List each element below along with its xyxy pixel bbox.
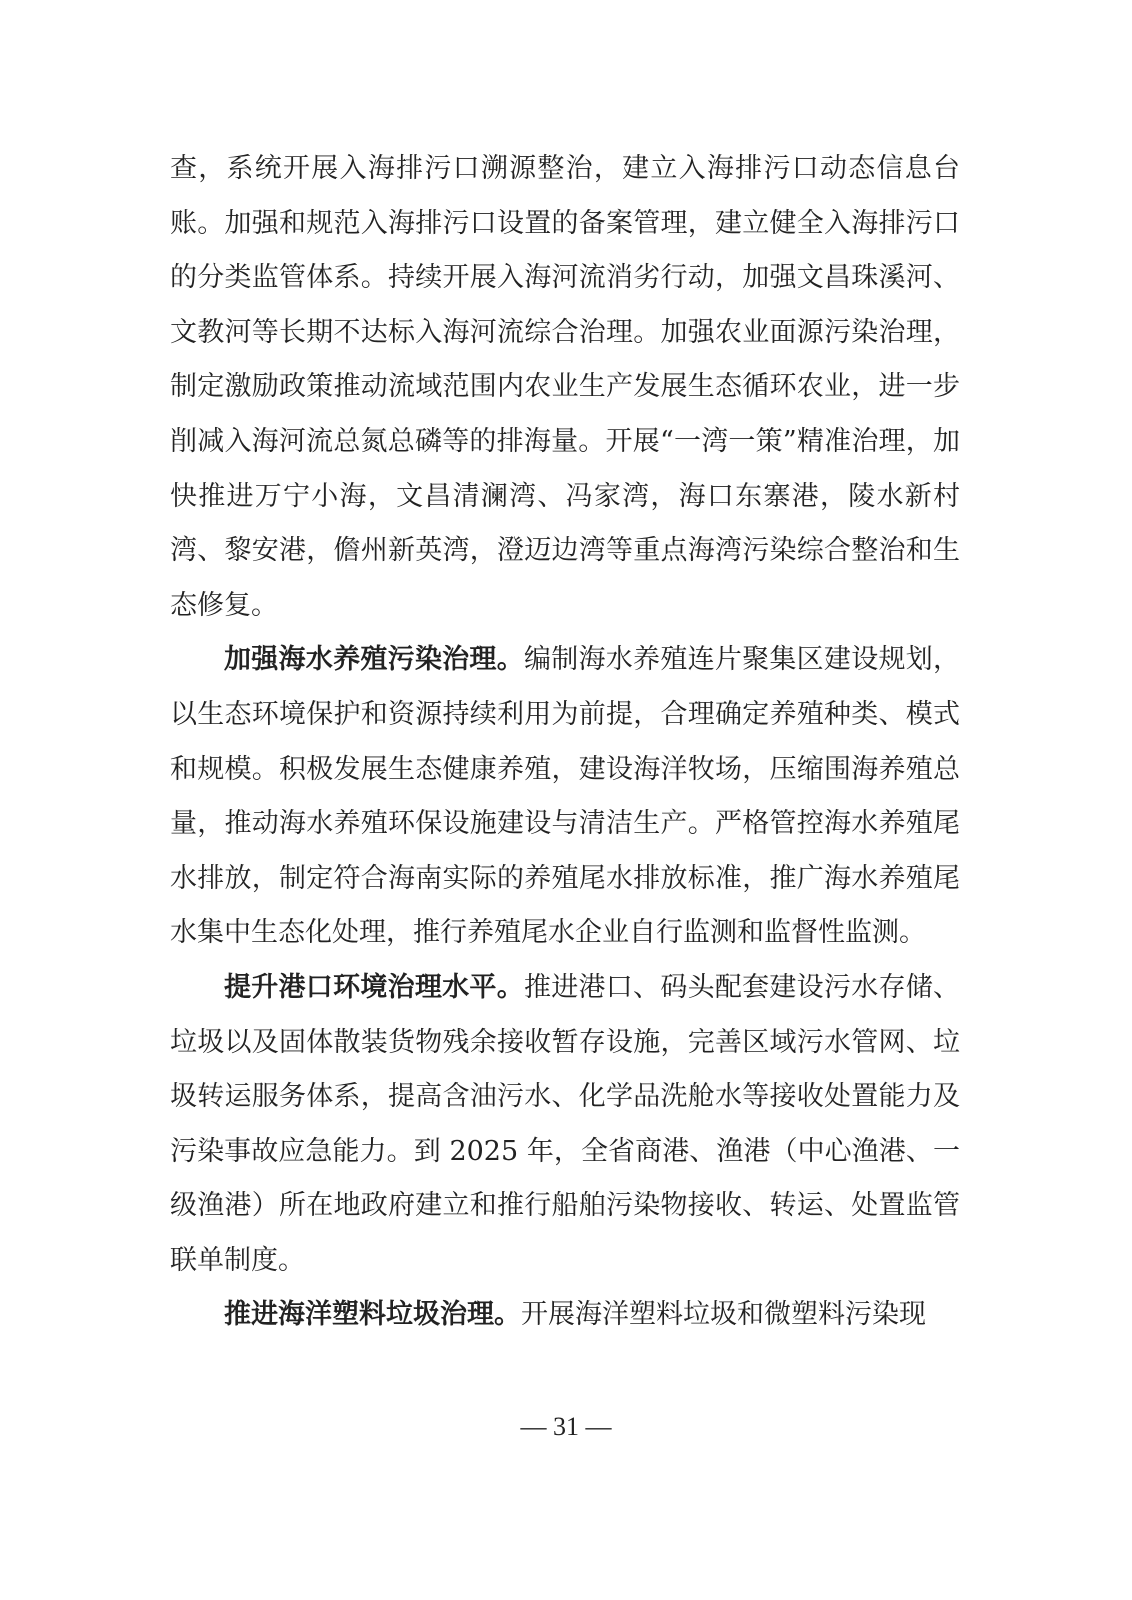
paragraph-port <box>170 961 960 1289</box>
paragraph-heading: 提升港口环境治理水平。 <box>224 971 524 1003</box>
paragraph-heading: 推进海洋塑料垃圾治理。 <box>224 1299 521 1331</box>
body-text <box>170 142 960 1343</box>
paragraph-continuation <box>170 142 960 633</box>
page-number: — 31 — <box>520 1412 612 1441</box>
paragraph-text: 编制海水养殖连片聚集区建设规划，以生态环境保护和资源持续利用为前提，合理确定养殖种类、模式和规模。积极发展生态健康养殖，建设海洋牧场，压缩围海养殖总量，推动海水养殖环保设施建设与清洁生产。严格管控海水养殖尾水排放，制定符合海南实际的养殖尾水排放标准，推广海水养殖尾水集中生态化处理，推行养殖尾水企业自行监测和监督性监测。 <box>170 644 961 949</box>
paragraph-aquaculture <box>170 633 960 961</box>
paragraph-heading: 加强海水养殖污染治理。 <box>224 644 524 676</box>
paragraph-plastic <box>170 1288 960 1343</box>
paragraph-text: 开展海洋塑料垃圾和微塑料污染现 <box>521 1299 926 1331</box>
paragraph-text: 推进港口、码头配套建设污水存储、垃圾以及固体散装货物残余接收暂存设施，完善区域污水管网、垃圾转运服务体系，提高含油污水、化学品洗舱水等接收处置能力及污染事故应急能力。到 2025 年，全省商港、渔港（中心渔港、一级渔港）所在地政府建立和推行船舶污染物接收、转运、处置监管联单制度。 <box>170 971 961 1276</box>
paragraph-text: 查，系统开展入海排污口溯源整治，建立入海排污口动态信息台账。加强和规范入海排污口设置的备案管理，建立健全入海排污口的分类监管体系。持续开展入海河流消劣行动，加强文昌珠溪河、文教河等长期不达标入海河流综合治理。加强农业面源污染治理，制定激励政策推动流域范围内农业生产发展生态循环农业，进一步削减入海河流总氮总磷等的排海量。开展“一湾一策”精准治理，加快推进万宁小海，文昌清澜湾、冯家湾，海口东寨港，陵水新村湾、黎安港，儋州新英湾，澄迈边湾等重点海湾污染综合整治和生态修复。 <box>170 153 960 621</box>
